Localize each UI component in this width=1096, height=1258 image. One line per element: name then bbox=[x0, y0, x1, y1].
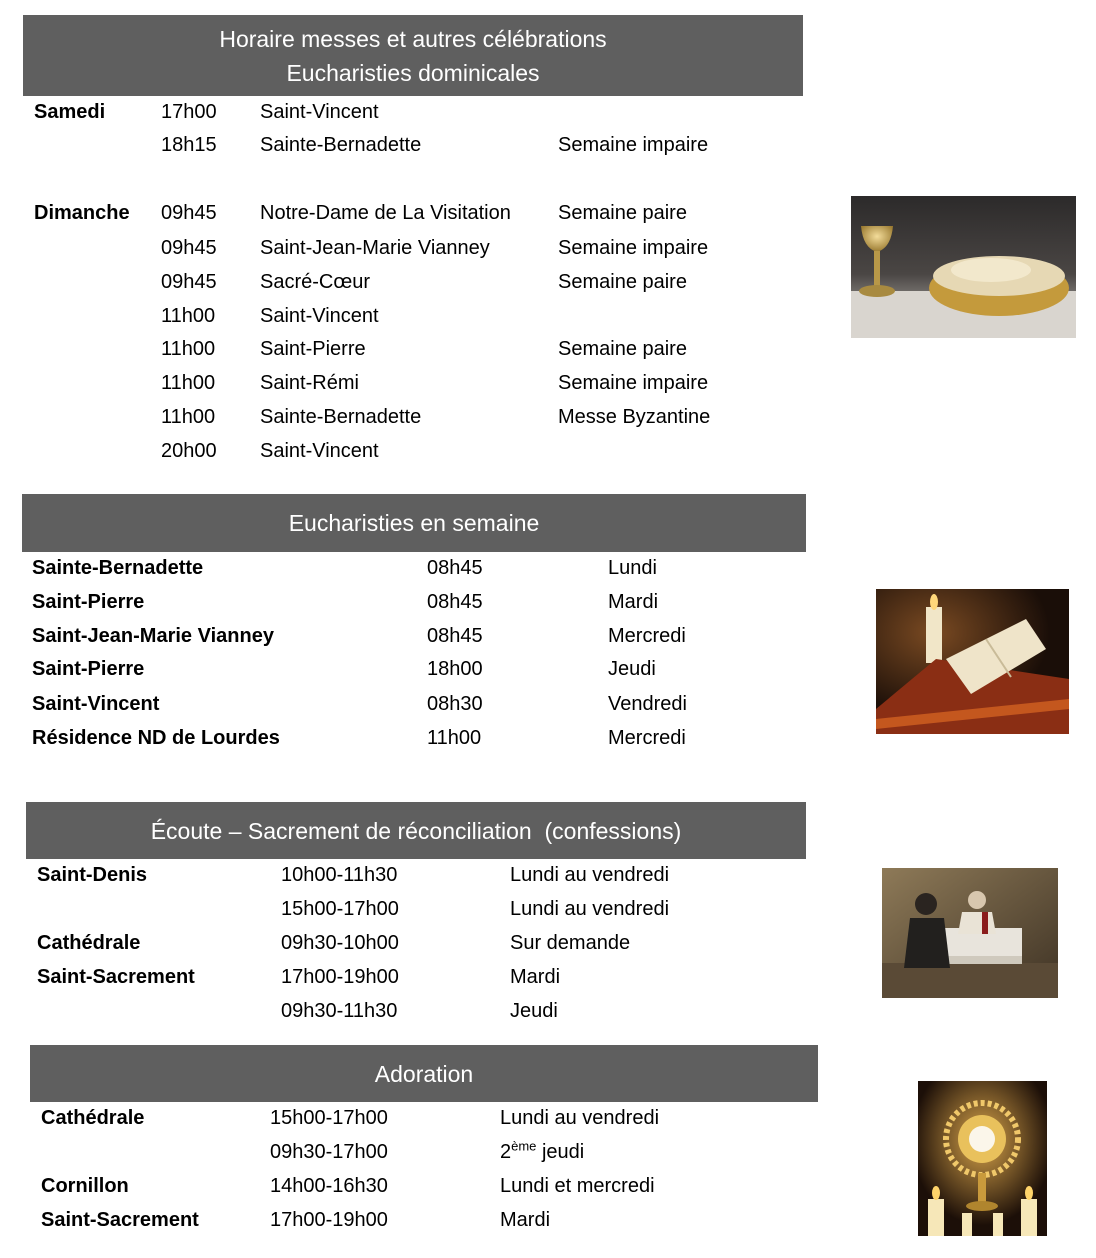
place-cell: Cathédrale bbox=[37, 932, 141, 954]
day-cell: Mardi bbox=[510, 966, 561, 988]
time-cell: 08h30 bbox=[427, 693, 483, 715]
monstrance-photo bbox=[918, 1081, 1047, 1236]
day-cell: Mercredi bbox=[608, 625, 686, 647]
time-cell: 09h30-11h30 bbox=[281, 1000, 398, 1022]
note-cell: Semaine impaire bbox=[558, 237, 709, 259]
time-cell: 10h00-11h30 bbox=[281, 864, 398, 886]
table-row bbox=[0, 652, 800, 686]
section-title-semaine: Eucharisties en semaine bbox=[288, 510, 540, 536]
place-cell: Cornillon bbox=[41, 1175, 129, 1197]
time-cell: 11h00 bbox=[161, 338, 216, 360]
time-cell: 17h00-19h00 bbox=[270, 1209, 388, 1231]
place-cell: Résidence ND de Lourdes bbox=[32, 727, 280, 749]
place-cell: Saint-Vincent bbox=[32, 693, 160, 715]
place-cell: Saint-Pierre bbox=[32, 658, 145, 680]
place-cell: Saint-Denis bbox=[37, 864, 148, 886]
table-row bbox=[0, 585, 800, 619]
table-row bbox=[0, 332, 800, 366]
place-cell: Saint-Jean-Marie Vianney bbox=[32, 625, 274, 647]
time-cell: 11h00 bbox=[427, 727, 482, 749]
day-text: Lundi et mercredi bbox=[500, 1175, 655, 1197]
time-cell: 11h00 bbox=[161, 406, 216, 428]
table-row bbox=[0, 1203, 800, 1237]
day-cell: Sur demande bbox=[510, 932, 631, 954]
table-row bbox=[0, 128, 800, 162]
time-cell: 09h30-17h00 bbox=[270, 1141, 388, 1163]
section-title-adoration: Adoration bbox=[374, 1060, 474, 1087]
time-cell: 18h15 bbox=[161, 134, 217, 156]
place-cell: Notre-Dame de La Visitation bbox=[260, 202, 511, 224]
place-cell: Saint-Sacrement bbox=[41, 1209, 199, 1231]
table-row bbox=[0, 551, 800, 585]
day-text-rest: jeudi bbox=[536, 1141, 585, 1163]
day-cell: Mardi bbox=[608, 591, 659, 613]
table-row bbox=[0, 196, 800, 230]
time-cell: 09h30-10h00 bbox=[281, 932, 399, 954]
place-cell: Saint-Pierre bbox=[32, 591, 145, 613]
table-row bbox=[0, 721, 800, 755]
place-cell: Saint-Vincent bbox=[260, 101, 379, 123]
place-cell: Saint-Sacrement bbox=[37, 966, 195, 988]
time-cell: 17h00 bbox=[161, 101, 217, 123]
table-row bbox=[0, 231, 800, 265]
day-cell: Lundi au vendredi bbox=[510, 898, 670, 920]
note-cell: Semaine impaire bbox=[558, 372, 709, 394]
time-cell: 15h00-17h00 bbox=[281, 898, 399, 920]
place-cell: Sacré-Cœur bbox=[260, 271, 371, 293]
time-cell: 09h45 bbox=[161, 202, 217, 224]
note-cell: Semaine paire bbox=[558, 338, 687, 360]
chalice-hosts-photo bbox=[851, 196, 1076, 338]
time-cell: 18h00 bbox=[427, 658, 483, 680]
day-text: Mardi bbox=[500, 1209, 551, 1231]
banner-ecoute bbox=[26, 802, 806, 859]
note-cell: Semaine paire bbox=[558, 271, 687, 293]
day-text: 2 bbox=[500, 1141, 512, 1163]
day-cell: Samedi bbox=[34, 101, 106, 123]
table-row bbox=[0, 892, 800, 926]
place-cell: Cathédrale bbox=[41, 1107, 145, 1129]
day-cell: Lundi au vendredi bbox=[510, 864, 670, 886]
day-text: Lundi au vendredi bbox=[500, 1107, 660, 1129]
day-cell: Lundi bbox=[608, 557, 657, 579]
table-row bbox=[0, 687, 800, 721]
candle-missal-photo bbox=[876, 589, 1069, 734]
table-row bbox=[0, 265, 800, 299]
table-row bbox=[0, 1169, 800, 1203]
time-cell: 08h45 bbox=[427, 591, 483, 613]
time-cell: 17h00-19h00 bbox=[281, 966, 399, 988]
day-cell bbox=[500, 1101, 659, 1135]
day-cell: Dimanche bbox=[34, 202, 130, 224]
day-cell bbox=[500, 1203, 550, 1237]
day-superscript: ème bbox=[511, 1138, 537, 1154]
table-row bbox=[0, 299, 800, 333]
banner-eucharisties-dominicales bbox=[23, 15, 803, 96]
time-cell: 20h00 bbox=[161, 440, 217, 462]
day-cell: Jeudi bbox=[608, 658, 656, 680]
place-cell: Saint-Rémi bbox=[260, 372, 359, 394]
note-cell: Semaine impaire bbox=[558, 134, 709, 156]
day-cell bbox=[500, 1135, 584, 1169]
note-cell: Messe Byzantine bbox=[558, 406, 711, 428]
table-row bbox=[0, 366, 800, 400]
day-cell bbox=[500, 1169, 655, 1203]
banner-adoration bbox=[30, 1045, 818, 1102]
place-cell: Saint-Vincent bbox=[260, 440, 379, 462]
table-row bbox=[0, 1135, 800, 1169]
table-row bbox=[0, 1101, 800, 1135]
time-cell: 11h00 bbox=[161, 305, 216, 327]
place-cell: Sainte-Bernadette bbox=[260, 134, 422, 156]
table-row bbox=[0, 400, 800, 434]
place-cell: Sainte-Bernadette bbox=[260, 406, 422, 428]
place-cell: Saint-Vincent bbox=[260, 305, 379, 327]
place-cell: Saint-Jean-Marie Vianney bbox=[260, 237, 490, 259]
page-title: Horaire messes et autres célébrations bbox=[219, 25, 607, 52]
day-cell: Mercredi bbox=[608, 727, 686, 749]
table-row bbox=[0, 434, 800, 468]
table-row bbox=[0, 95, 800, 129]
section-title-ecoute: Écoute – Sacrement de réconciliation (confessions) bbox=[150, 817, 682, 844]
banner-eucharisties-semaine bbox=[22, 494, 806, 552]
note-cell: Semaine paire bbox=[558, 202, 687, 224]
place-cell: Sainte-Bernadette bbox=[32, 557, 204, 579]
time-cell: 11h00 bbox=[161, 372, 216, 394]
section-title-dominicales: Eucharisties dominicales bbox=[286, 59, 540, 86]
table-row bbox=[0, 619, 800, 653]
confession-photo bbox=[882, 868, 1058, 998]
day-cell: Vendredi bbox=[608, 693, 687, 715]
place-cell: Saint-Pierre bbox=[260, 338, 366, 360]
table-row bbox=[0, 858, 800, 892]
time-cell: 09h45 bbox=[161, 271, 217, 293]
time-cell: 08h45 bbox=[427, 557, 483, 579]
table-row bbox=[0, 926, 800, 960]
time-cell: 14h00-16h30 bbox=[270, 1175, 388, 1197]
time-cell: 09h45 bbox=[161, 237, 217, 259]
day-cell: Jeudi bbox=[510, 1000, 558, 1022]
time-cell: 15h00-17h00 bbox=[270, 1107, 388, 1129]
table-row bbox=[0, 960, 800, 994]
time-cell: 08h45 bbox=[427, 625, 483, 647]
table-row bbox=[0, 994, 800, 1028]
